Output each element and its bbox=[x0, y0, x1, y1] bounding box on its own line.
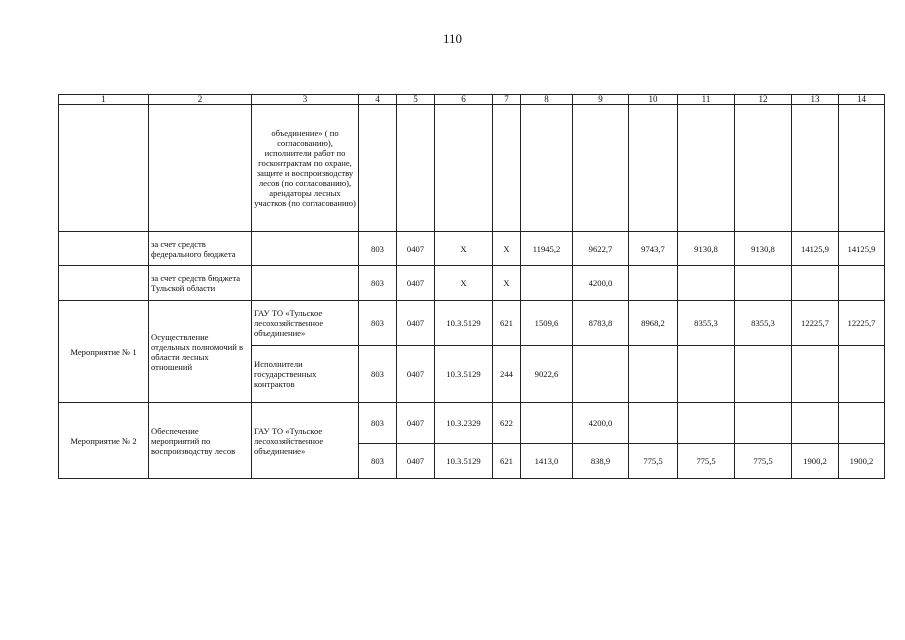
header-cell: 11 bbox=[678, 95, 735, 105]
table-cell: X bbox=[493, 266, 521, 301]
table-cell bbox=[629, 105, 678, 232]
executor-cell: Исполнители государственных контрактов bbox=[252, 346, 359, 403]
table-cell bbox=[252, 232, 359, 266]
header-cell: 3 bbox=[252, 95, 359, 105]
table-cell: 0407 bbox=[397, 301, 435, 346]
table-cell bbox=[493, 105, 521, 232]
measure-cell: Мероприятие № 2 bbox=[59, 403, 149, 479]
table-cell bbox=[792, 105, 839, 232]
header-cell: 5 bbox=[397, 95, 435, 105]
table-cell: X bbox=[435, 232, 493, 266]
executors-cell: объединение» ( по согласованию), исполнители работ по госконтрактам по охране, защите и воспроизводству лесов (по согласованию), арендаторы лесных участков (по согласованию) bbox=[252, 105, 359, 232]
table-cell: 838,9 bbox=[573, 444, 629, 479]
table-cell: 9130,8 bbox=[678, 232, 735, 266]
table-cell bbox=[678, 105, 735, 232]
table-cell bbox=[678, 266, 735, 301]
table-cell: 622 bbox=[493, 403, 521, 444]
table-cell: 10.3.5129 bbox=[435, 346, 493, 403]
header-cell: 7 bbox=[493, 95, 521, 105]
table-cell bbox=[629, 346, 678, 403]
table-cell: 10.3.5129 bbox=[435, 301, 493, 346]
table-cell bbox=[59, 266, 149, 301]
table-cell: 9743,7 bbox=[629, 232, 678, 266]
table-cell bbox=[397, 105, 435, 232]
table-cell: 0407 bbox=[397, 403, 435, 444]
table-cell bbox=[839, 105, 885, 232]
header-cell: 10 bbox=[629, 95, 678, 105]
table-row bbox=[59, 301, 885, 346]
header-cell: 1 bbox=[59, 95, 149, 105]
table-cell bbox=[359, 105, 397, 232]
budget-table bbox=[58, 94, 885, 479]
table-cell: 621 bbox=[493, 301, 521, 346]
table-row bbox=[59, 232, 885, 266]
table-cell: 0407 bbox=[397, 266, 435, 301]
table-cell bbox=[521, 266, 573, 301]
table-cell bbox=[521, 403, 573, 444]
table-row bbox=[59, 266, 885, 301]
table-cell: 4200,0 bbox=[573, 403, 629, 444]
table-cell: 0407 bbox=[397, 444, 435, 479]
header-cell: 13 bbox=[792, 95, 839, 105]
table-cell: 244 bbox=[493, 346, 521, 403]
table-cell bbox=[839, 266, 885, 301]
table-cell bbox=[252, 266, 359, 301]
table-cell: 775,5 bbox=[629, 444, 678, 479]
table-cell: 8355,3 bbox=[735, 301, 792, 346]
table-cell bbox=[735, 105, 792, 232]
table-cell: 1900,2 bbox=[839, 444, 885, 479]
measure-description-cell: Обеспечение мероприятий по воспроизводству лесов bbox=[149, 403, 252, 479]
header-cell: 14 bbox=[839, 95, 885, 105]
table-cell: 12225,7 bbox=[839, 301, 885, 346]
table-cell: 9130,8 bbox=[735, 232, 792, 266]
header-cell: 8 bbox=[521, 95, 573, 105]
table-cell: 11945,2 bbox=[521, 232, 573, 266]
measure-cell: Мероприятие № 1 bbox=[59, 301, 149, 403]
table-cell bbox=[521, 105, 573, 232]
table-cell bbox=[59, 232, 149, 266]
table-cell bbox=[678, 346, 735, 403]
header-cell: 9 bbox=[573, 95, 629, 105]
table-cell: 0407 bbox=[397, 346, 435, 403]
table-cell: 1413,0 bbox=[521, 444, 573, 479]
table-cell: X bbox=[493, 232, 521, 266]
header-cell: 4 bbox=[359, 95, 397, 105]
table-cell bbox=[573, 105, 629, 232]
table-cell bbox=[792, 266, 839, 301]
table-cell: 1900,2 bbox=[792, 444, 839, 479]
executor-cell: ГАУ ТО «Тульское лесохозяйственное объединение» bbox=[252, 403, 359, 479]
table-cell bbox=[839, 403, 885, 444]
table-cell: 12225,7 bbox=[792, 301, 839, 346]
table-cell: 9022,6 bbox=[521, 346, 573, 403]
table-cell: 803 bbox=[359, 403, 397, 444]
table-cell bbox=[792, 403, 839, 444]
header-cell: 6 bbox=[435, 95, 493, 105]
header-row bbox=[59, 95, 885, 105]
table-cell: 0407 bbox=[397, 232, 435, 266]
funding-source-cell: за счет средств федерального бюджета bbox=[149, 232, 252, 266]
table-cell: 10.3.2329 bbox=[435, 403, 493, 444]
table-cell: 4200,0 bbox=[573, 266, 629, 301]
header-cell: 12 bbox=[735, 95, 792, 105]
table-cell: 14125,9 bbox=[792, 232, 839, 266]
table-cell bbox=[839, 346, 885, 403]
table-cell: 803 bbox=[359, 301, 397, 346]
executor-cell: ГАУ ТО «Тульское лесохозяйственное объединение» bbox=[252, 301, 359, 346]
table-cell bbox=[629, 403, 678, 444]
table-cell: 803 bbox=[359, 232, 397, 266]
table-cell: 8783,8 bbox=[573, 301, 629, 346]
table-cell bbox=[735, 266, 792, 301]
header-cell: 2 bbox=[149, 95, 252, 105]
table-row bbox=[59, 403, 885, 444]
table-cell: 775,5 bbox=[678, 444, 735, 479]
table-cell: 775,5 bbox=[735, 444, 792, 479]
table-cell bbox=[678, 403, 735, 444]
table-cell bbox=[59, 105, 149, 232]
page-number: 110 bbox=[442, 31, 463, 46]
table-cell: 803 bbox=[359, 266, 397, 301]
table-cell: 803 bbox=[359, 444, 397, 479]
funding-source-cell: за счет средств бюджета Тульской области bbox=[149, 266, 252, 301]
table-cell: 8355,3 bbox=[678, 301, 735, 346]
table-cell bbox=[792, 346, 839, 403]
table-cell bbox=[573, 346, 629, 403]
table-cell bbox=[735, 346, 792, 403]
table-cell bbox=[149, 105, 252, 232]
table-cell: 10.3.5129 bbox=[435, 444, 493, 479]
table-cell bbox=[735, 403, 792, 444]
table-cell: 14125,9 bbox=[839, 232, 885, 266]
table-cell: X bbox=[435, 266, 493, 301]
table-cell bbox=[629, 266, 678, 301]
table-cell: 1509,6 bbox=[521, 301, 573, 346]
table-cell: 621 bbox=[493, 444, 521, 479]
table-cell bbox=[435, 105, 493, 232]
measure-description-cell: Осуществление отдельных полномочий в области лесных отношений bbox=[149, 301, 252, 403]
table-row bbox=[59, 105, 885, 232]
table-cell: 803 bbox=[359, 346, 397, 403]
table-cell: 8968,2 bbox=[629, 301, 678, 346]
table-cell: 9622,7 bbox=[573, 232, 629, 266]
